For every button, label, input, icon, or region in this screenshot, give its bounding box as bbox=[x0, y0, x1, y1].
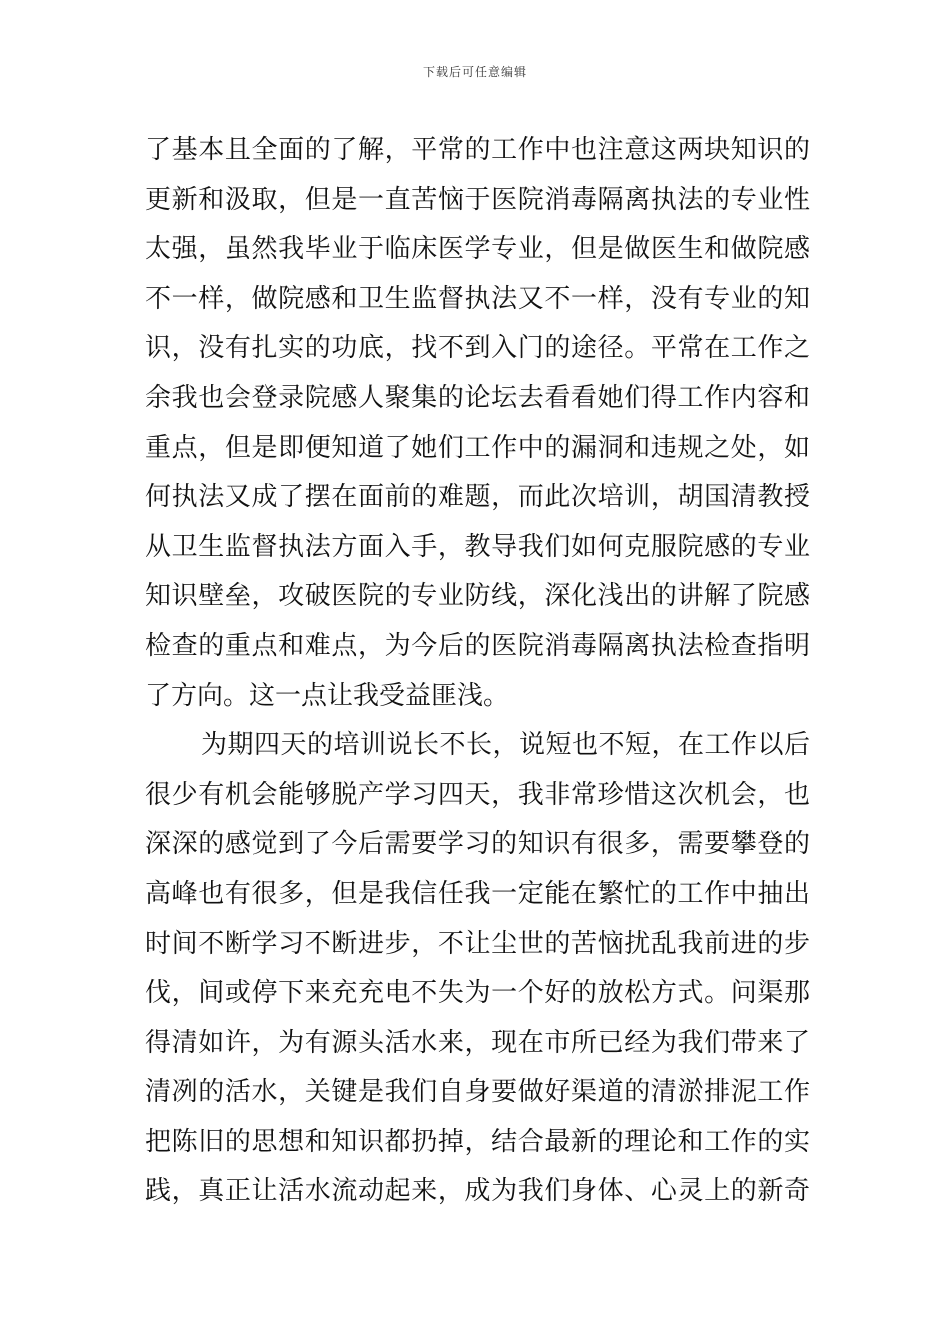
text-line: 伐，间或停下来充充电不失为一个好的放松方式。问渠那 bbox=[145, 978, 810, 1009]
text-line: 太强，虽然我毕业于临床医学专业，但是做医生和做院感 bbox=[145, 234, 810, 265]
page-header: 下载后可任意编辑 bbox=[422, 65, 527, 79]
text-line: 检查的重点和难点，为今后的医院消毒隔离执法检查指明 bbox=[145, 630, 810, 661]
document-body bbox=[145, 126, 810, 1217]
text-line: 了基本且全面的了解，平常的工作中也注意这两块知识的 bbox=[145, 135, 810, 165]
text-line: 何执法又成了摆在面前的难题，而此次培训，胡国清教授 bbox=[145, 482, 810, 513]
text-line: 余我也会登录院感人聚集的论坛去看看她们得工作内容和 bbox=[145, 382, 810, 413]
paragraph-end-line: 了方向。这一点让我受益匪浅。 bbox=[145, 680, 510, 711]
text-line: 不一样，做院感和卫生监督执法又不一样，没有专业的知 bbox=[145, 283, 810, 314]
text-line: 知识壁垒，攻破医院的专业防线，深化浅出的讲解了院感 bbox=[145, 581, 810, 612]
text-line: 得清如许，为有源头活水来，现在市所已经为我们带来了 bbox=[145, 1027, 810, 1058]
text-line: 识，没有扎实的功底，找不到入门的途径。平常在工作之 bbox=[145, 333, 810, 364]
text-line: 清冽的活水，关键是我们自身要做好渠道的清淤排泥工作 bbox=[145, 1077, 810, 1108]
text-line: 高峰也有很多，但是我信任我一定能在繁忙的工作中抽出 bbox=[145, 878, 810, 909]
text-line: 从卫生监督执法方面入手，教导我们如何克服院感的专业 bbox=[145, 531, 810, 562]
text-line: 时间不断学习不断进步，不让尘世的苦恼扰乱我前进的步 bbox=[145, 928, 810, 959]
text-line: 践，真正让活水流动起来，成为我们身体、心灵上的新奇 bbox=[145, 1176, 810, 1207]
text-line: 重点，但是即便知道了她们工作中的漏洞和违规之处，如 bbox=[145, 432, 810, 463]
text-line: 把陈旧的思想和知识都扔掉，结合最新的理论和工作的实 bbox=[145, 1126, 810, 1157]
text-line: 很少有机会能够脱产学习四天，我非常珍惜这次机会，也 bbox=[145, 779, 810, 810]
text-line: 深深的感觉到了今后需要学习的知识有很多，需要攀登的 bbox=[145, 829, 810, 860]
text-line: 更新和汲取，但是一直苦恼于医院消毒隔离执法的专业性 bbox=[145, 184, 810, 215]
paragraph-start-line: 为期四天的培训说长不长，说短也不短，在工作以后 bbox=[201, 730, 810, 761]
